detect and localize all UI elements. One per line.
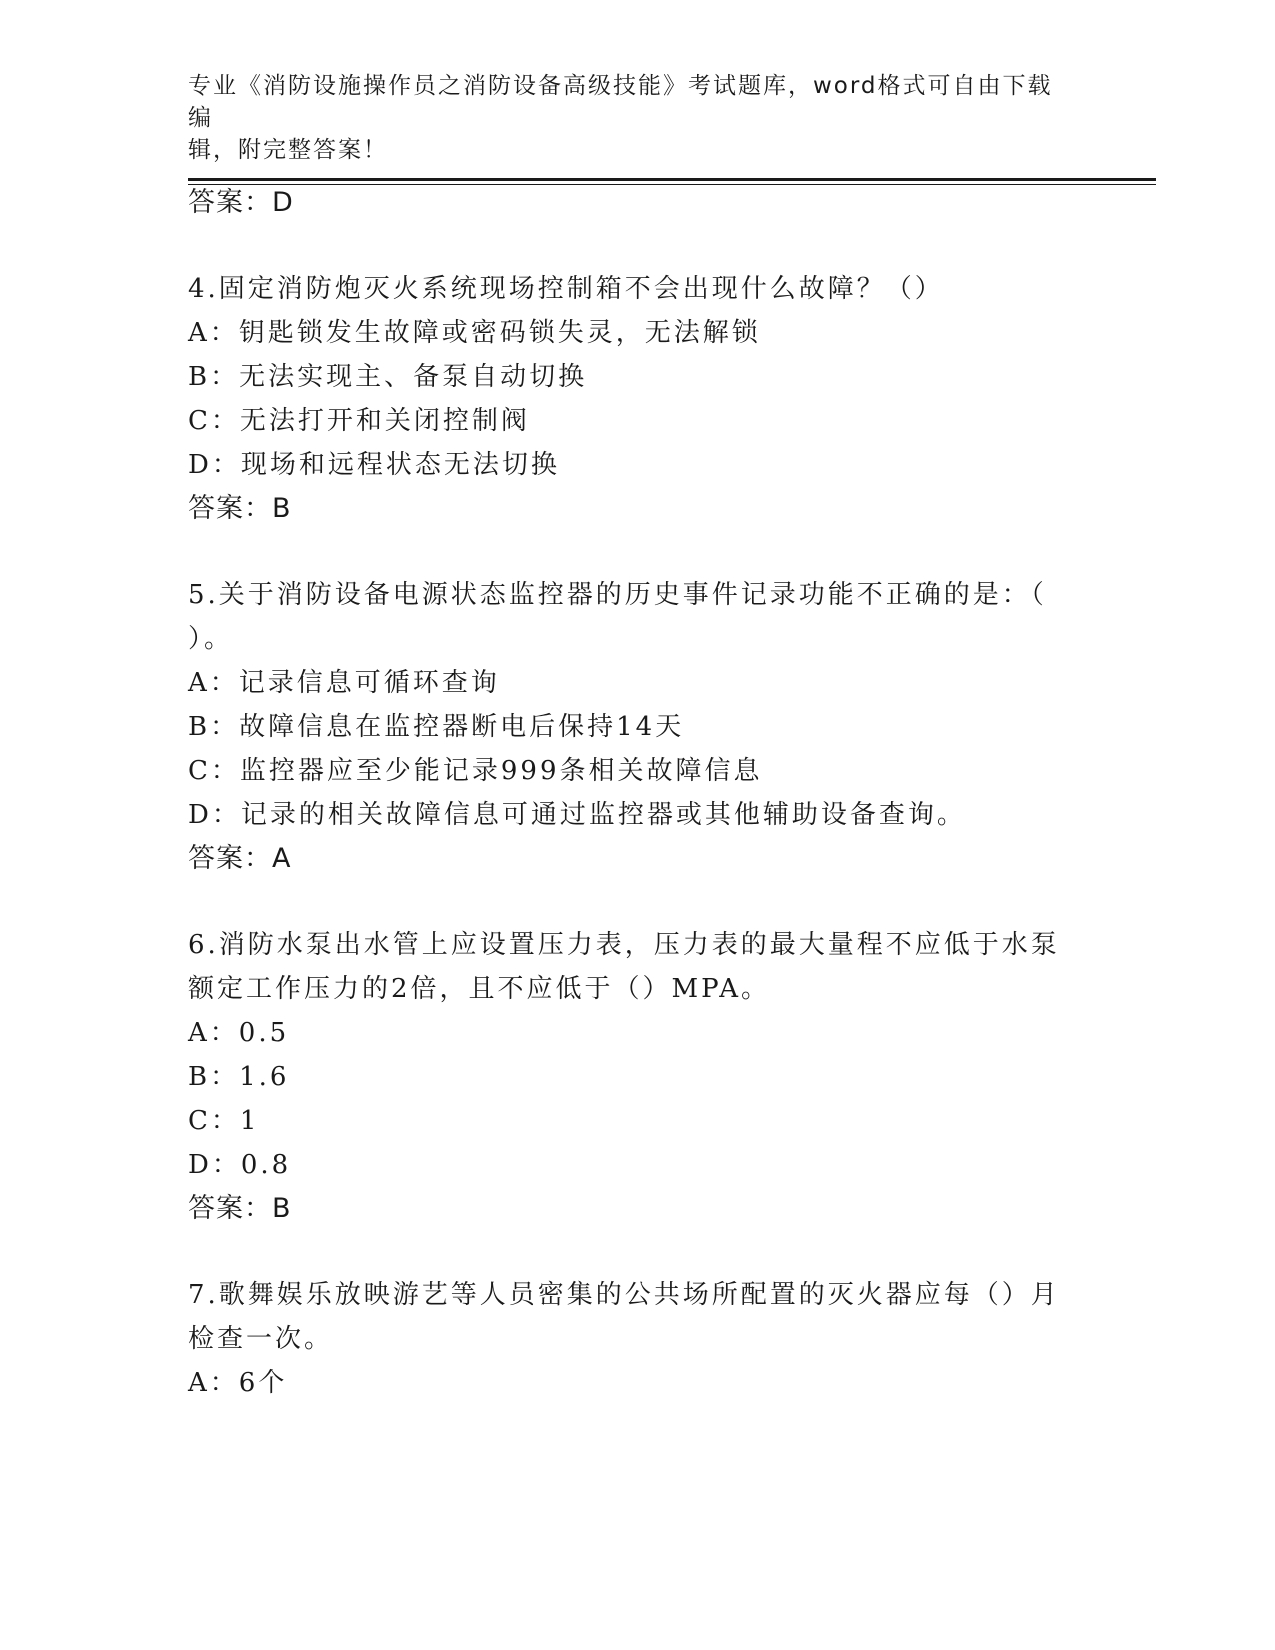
question-6-option-d: D：0.8 <box>188 1150 292 1180</box>
header-divider-thick <box>188 178 1156 181</box>
question-5-option-d: D：记录的相关故障信息可通过监控器或其他辅助设备查询。 <box>188 800 966 830</box>
answer-3: 答案：D <box>188 187 294 218</box>
question-5-option-b: B：故障信息在监控器断电后保持14天 <box>188 712 685 742</box>
answer-5: 答案：A <box>188 843 292 874</box>
header-line-1: 专业《消防设施操作员之消防设备高级技能》考试题库，word格式可自由下载编 <box>188 73 1053 131</box>
question-4-option-c: C：无法打开和关闭控制阀 <box>188 406 530 436</box>
question-4-option-a: A：钥匙锁发生故障或密码锁失灵，无法解锁 <box>188 318 761 348</box>
question-6-option-b: B：1.6 <box>188 1062 290 1092</box>
question-7-line-1: 7.歌舞娱乐放映游艺等人员密集的公共场所配置的灭火器应每（）月 <box>188 1280 1060 1310</box>
question-5-line-2: ）。 <box>188 624 234 654</box>
question-4-option-d: D：现场和远程状态无法切换 <box>188 450 560 480</box>
question-4: 4.固定消防炮灭火系统现场控制箱不会出现什么故障？（） <box>188 274 944 304</box>
question-6-line-1: 6.消防水泵出水管上应设置压力表，压力表的最大量程不应低于水泵 <box>188 930 1060 960</box>
question-7-line-2: 检查一次。 <box>188 1324 334 1354</box>
question-5-option-c: C：监控器应至少能记录999条相关故障信息 <box>188 756 763 786</box>
question-7-option-a: A：6个 <box>188 1368 288 1398</box>
header-divider-thin <box>188 184 1156 185</box>
question-5-option-a: A：记录信息可循环查询 <box>188 668 500 698</box>
header-line-2: 辑，附完整答案！ <box>188 137 388 163</box>
question-6-line-2: 额定工作压力的2倍，且不应低于（）MPA。 <box>188 974 771 1004</box>
question-6-option-c: C：1 <box>188 1106 260 1136</box>
question-5-line-1: 5.关于消防设备电源状态监控器的历史事件记录功能不正确的是：（ <box>188 580 1047 610</box>
answer-6: 答案：B <box>188 1193 292 1224</box>
document-header <box>188 70 1068 166</box>
question-6-option-a: A：0.5 <box>188 1018 290 1048</box>
question-4-option-b: B：无法实现主、备泵自动切换 <box>188 362 588 392</box>
answer-4: 答案：B <box>188 493 292 524</box>
